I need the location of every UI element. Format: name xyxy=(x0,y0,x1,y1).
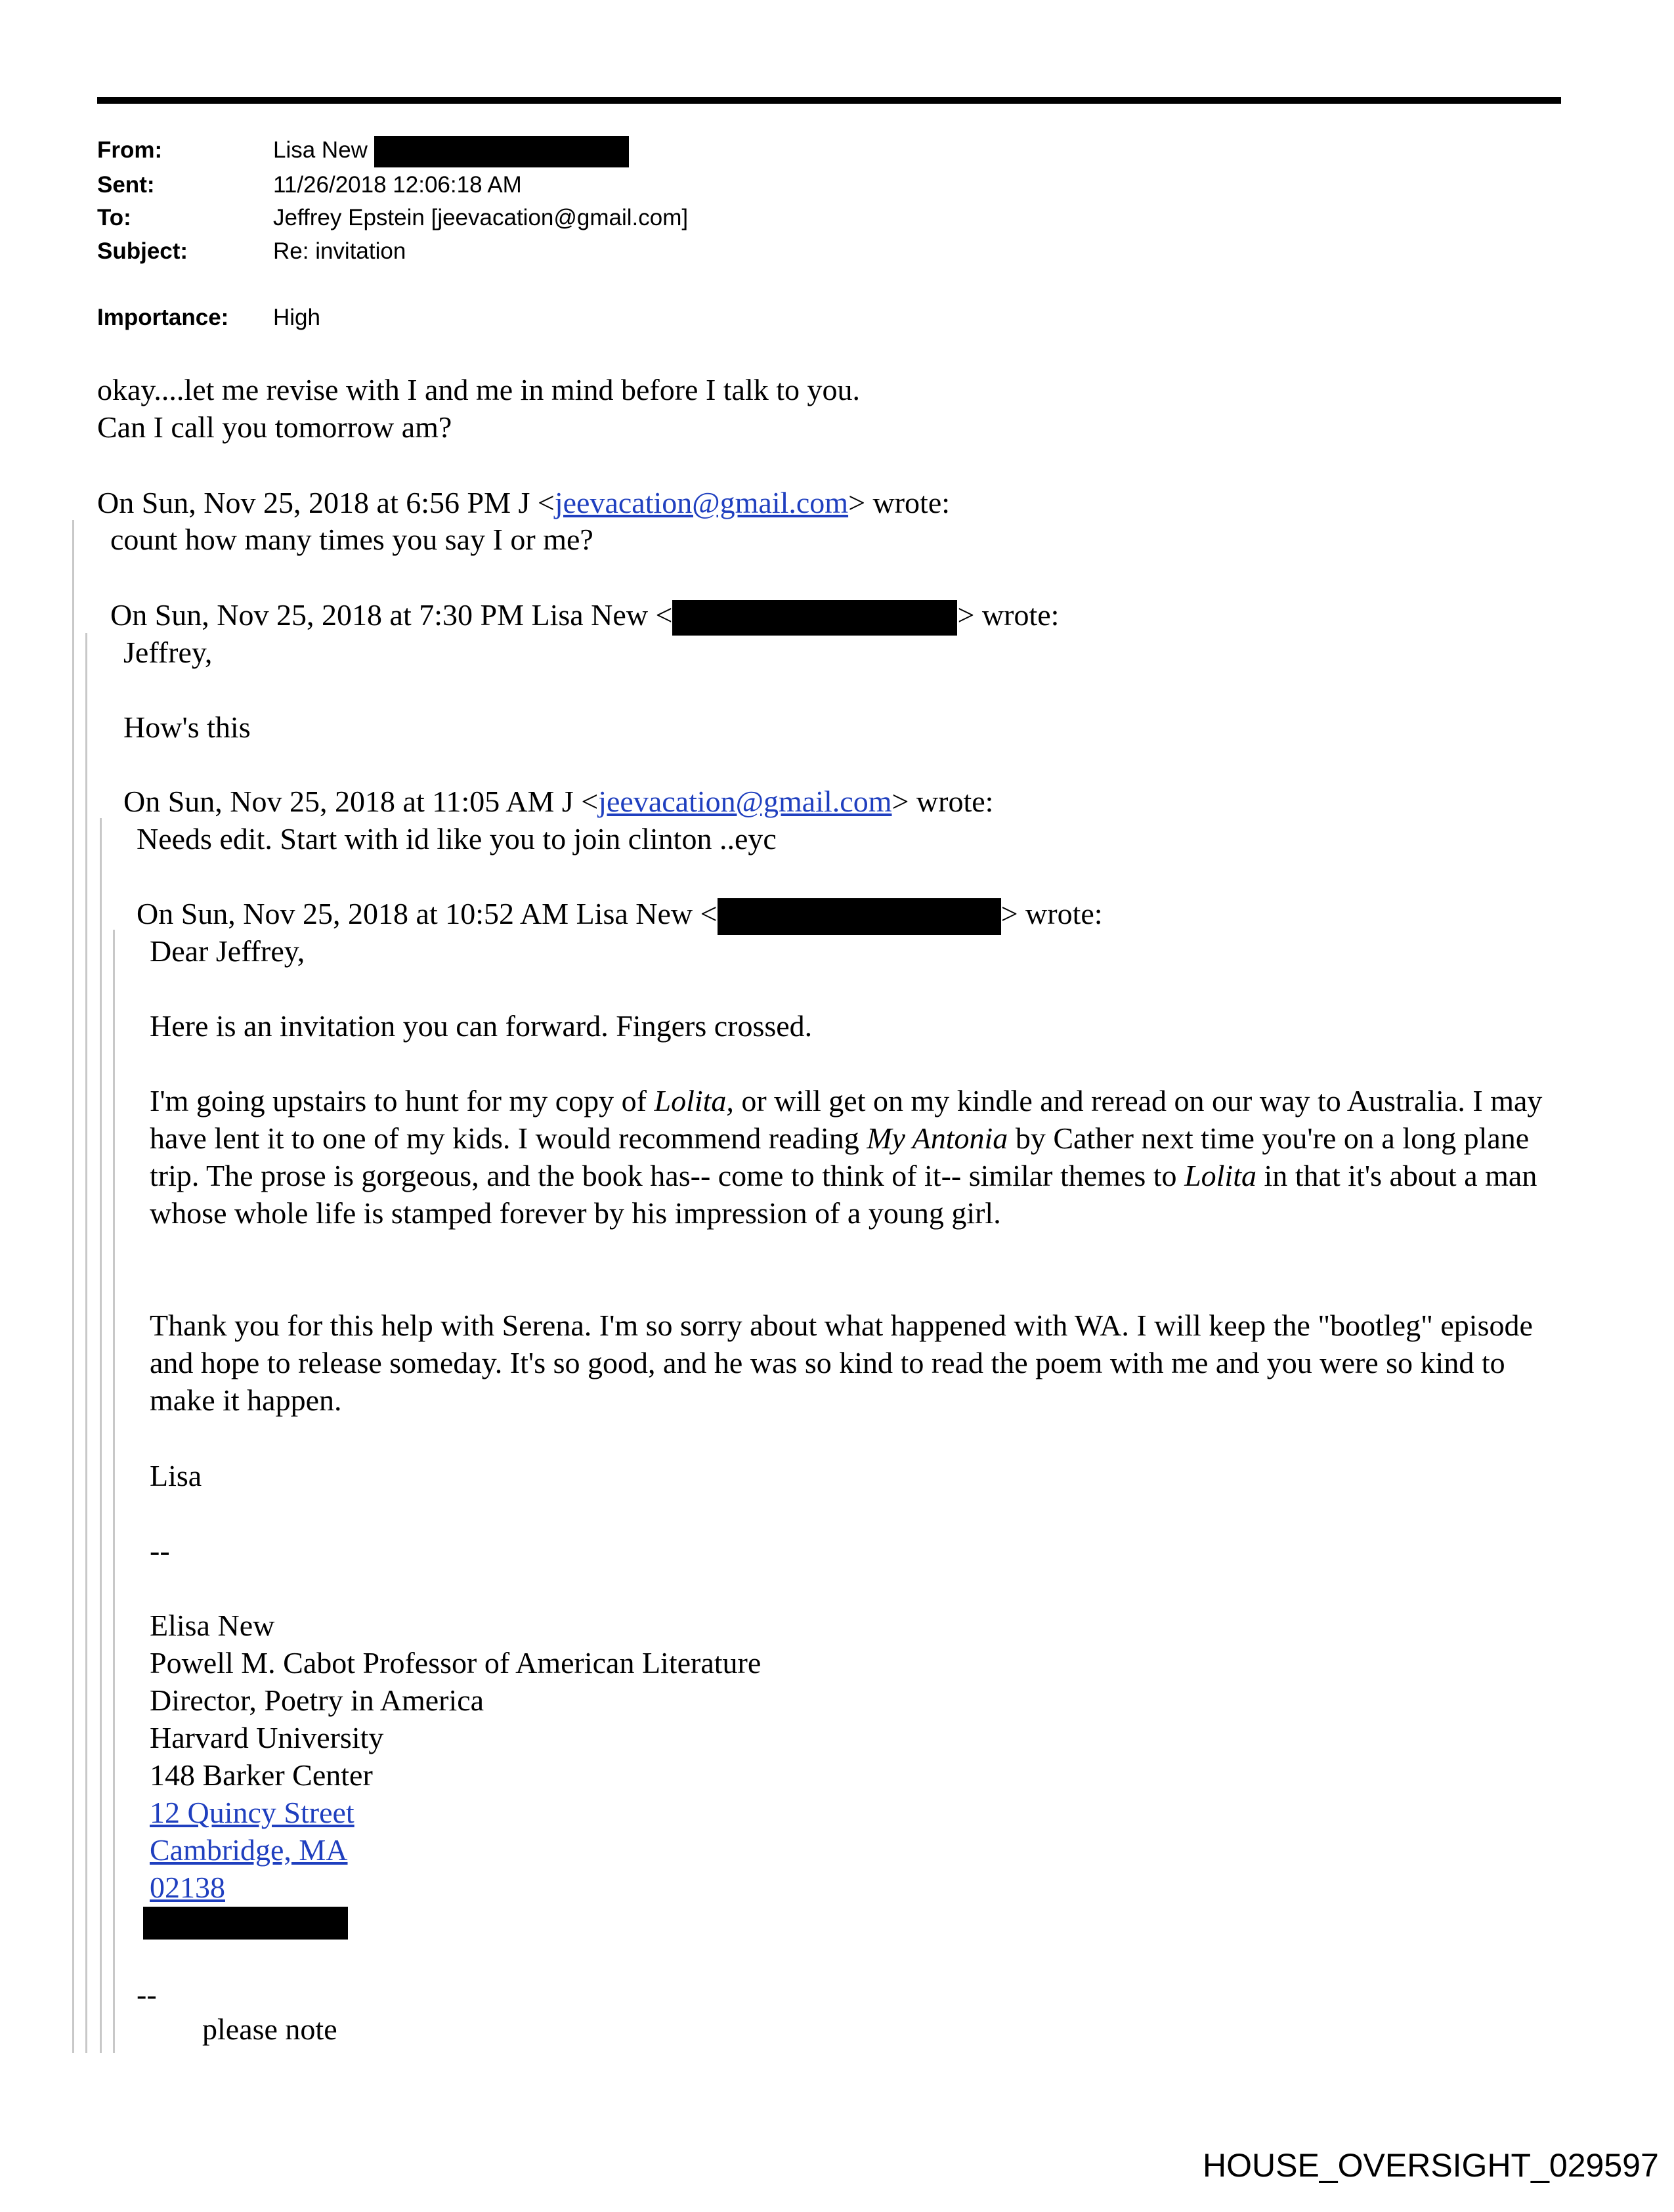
from-name: Lisa New xyxy=(273,137,368,163)
quote2-text: How's this xyxy=(123,710,251,744)
importance-row xyxy=(97,301,1016,334)
quote3-attribution xyxy=(123,783,993,820)
quote4-para1: Here is an invitation you can forward. Fingers crossed. xyxy=(150,1009,813,1043)
subject-label: Subject: xyxy=(97,238,188,264)
signature-building: 148 Barker Center xyxy=(150,1758,373,1792)
signature-street xyxy=(150,1794,354,1831)
sent-row xyxy=(97,169,1016,202)
sent-label: Sent: xyxy=(97,172,155,198)
importance-label: Importance: xyxy=(97,305,229,330)
signature-zip xyxy=(150,1869,225,1906)
signature-title: Powell M. Cabot Professor of American Literature xyxy=(150,1646,762,1680)
redaction-box xyxy=(672,600,957,636)
tail-separator: -- xyxy=(137,1978,157,2011)
book-title-my-antonia: My Antonia xyxy=(867,1121,1008,1155)
subject-value: Re: invitation xyxy=(273,238,406,264)
signature-university: Harvard University xyxy=(150,1721,384,1754)
tail-note: please note xyxy=(202,2012,337,2046)
book-title-lolita: Lolita xyxy=(1184,1159,1256,1192)
redaction-box xyxy=(718,898,1001,935)
importance-value: High xyxy=(273,305,320,330)
quote4-attribution xyxy=(137,895,1103,935)
signature-city xyxy=(150,1831,348,1869)
quote2-attribution xyxy=(110,596,1059,636)
quote4-greeting: Dear Jeffrey, xyxy=(150,934,305,968)
from-value xyxy=(273,134,629,167)
header-rule xyxy=(97,97,1561,104)
sent-value: 11/26/2018 12:06:18 AM xyxy=(273,172,522,198)
para2-text-b: or will get on my kindle and reread on our way to Australia. I may have lent it to one of my kids. I would recommend reading xyxy=(150,1084,1543,1155)
from-row xyxy=(97,134,1016,167)
attribution-suffix: > wrote: xyxy=(957,598,1060,632)
attribution-prefix: On Sun, Nov 25, 2018 at 7:30 PM Lisa New < xyxy=(110,598,673,632)
reply-line-1: okay....let me revise with I and me in mind before I talk to you. xyxy=(97,373,861,406)
attribution-suffix: > wrote: xyxy=(848,486,951,519)
quote1-attribution xyxy=(97,484,950,521)
para2-text-d: in that it's about a man whose whole life is stamped forever by his impression of a young girl. xyxy=(150,1159,1537,1230)
signature-separator: -- xyxy=(150,1534,170,1567)
redaction-box xyxy=(374,136,629,167)
attribution-prefix: On Sun, Nov 25, 2018 at 6:56 PM J < xyxy=(97,486,555,519)
reply-line-2: Can I call you tomorrow am? xyxy=(97,410,452,444)
to-row xyxy=(97,202,1016,234)
para2-text-c: by Cather next time you're on a long plane trip. The prose is gorgeous, and the book has-- come to think of it-- similar themes to xyxy=(150,1121,1530,1192)
to-value: Jeffrey Epstein [jeevacation@gmail.com] xyxy=(273,205,689,230)
quote2-greeting: Jeffrey, xyxy=(123,636,213,669)
from-label: From: xyxy=(97,137,163,163)
quote4-para3: Thank you for this help with Serena. I'm so sorry about what happened with WA. I will keep the "bootleg" episode and hope to release someday. It's so good, and he was so kind to read the poem with me and you were so kind to make it happen. xyxy=(150,1309,1533,1417)
address-link[interactable]: 02138 xyxy=(150,1871,225,1904)
bates-number: HOUSE_OVERSIGHT_029597 xyxy=(1203,2147,1659,2184)
quote1-text: count how many times you say I or me? xyxy=(110,523,593,556)
to-label: To: xyxy=(97,205,131,230)
email-link[interactable]: jeevacation@gmail.com xyxy=(598,785,892,818)
email-link[interactable]: jeevacation@gmail.com xyxy=(554,486,849,519)
redaction-box xyxy=(143,1907,348,1940)
address-link[interactable]: Cambridge, MA xyxy=(150,1833,348,1867)
quote4-para2 xyxy=(150,1082,1561,1232)
attribution-prefix: On Sun, Nov 25, 2018 at 11:05 AM J < xyxy=(123,785,599,818)
quote4-signoff: Lisa xyxy=(150,1459,202,1492)
quote3-text: Needs edit. Start with id like you to join clinton ..eyc xyxy=(137,822,777,856)
attribution-suffix: > wrote: xyxy=(891,785,994,818)
quote-bar-level-3 xyxy=(100,818,102,2053)
quote-bar-level-1 xyxy=(72,520,74,2053)
signature-director: Director, Poetry in America xyxy=(150,1683,484,1717)
book-title-lolita: Lolita, xyxy=(654,1084,734,1117)
subject-row xyxy=(97,235,1016,268)
attribution-prefix: On Sun, Nov 25, 2018 at 10:52 AM Lisa New < xyxy=(137,897,718,930)
quote-bar-level-4 xyxy=(113,930,115,2053)
quote-bar-level-2 xyxy=(85,633,87,2053)
attribution-suffix: > wrote: xyxy=(1000,897,1103,930)
signature-name: Elisa New xyxy=(150,1609,275,1642)
address-link[interactable]: 12 Quincy Street xyxy=(150,1796,354,1829)
para2-text-a: I'm going upstairs to hunt for my copy of xyxy=(150,1084,655,1117)
